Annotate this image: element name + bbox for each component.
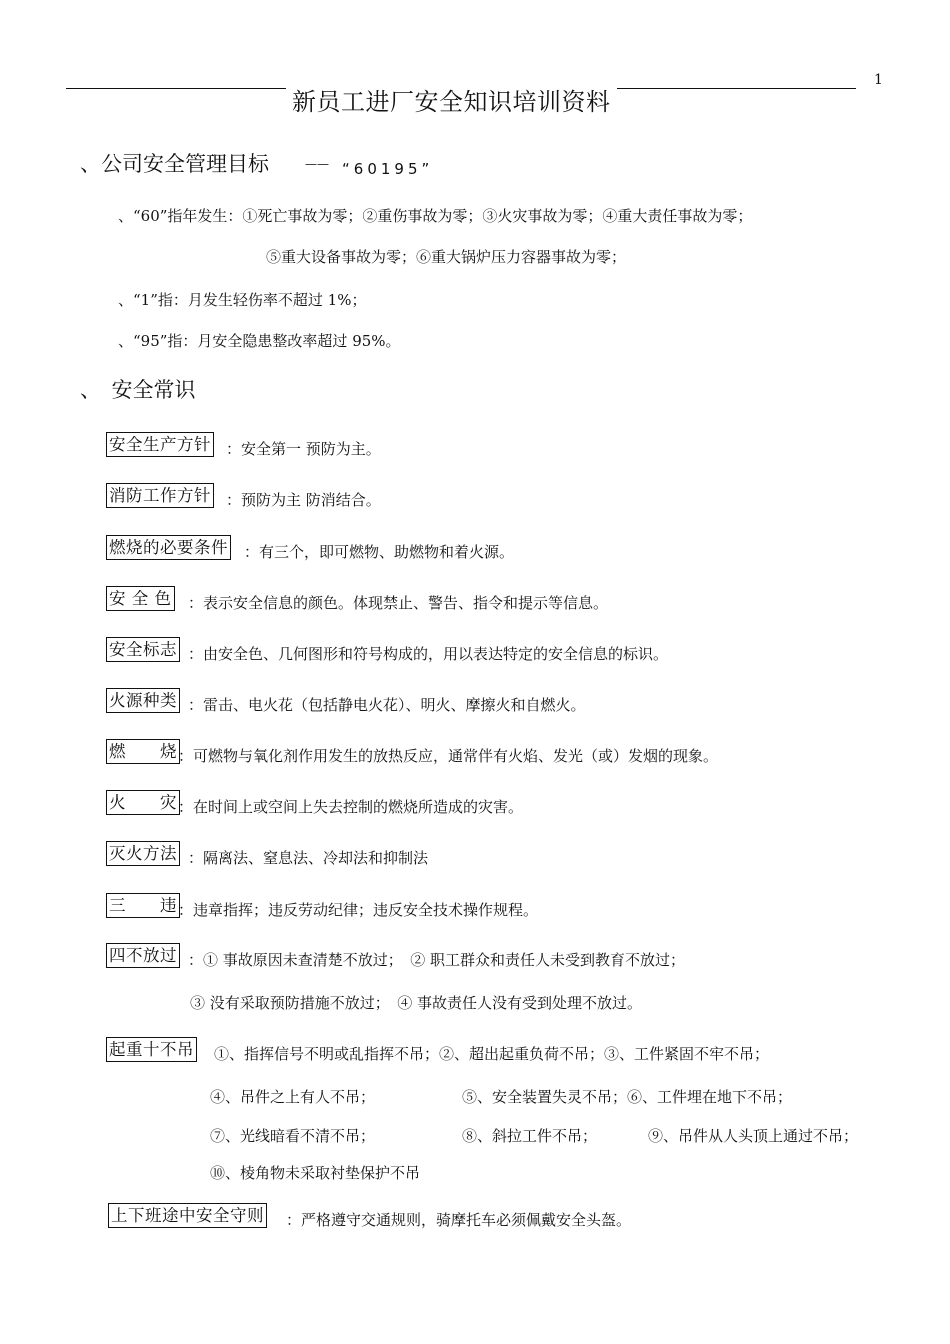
term-box: 灭火方法 bbox=[106, 841, 180, 866]
term-definition: ：预防为主 防消结合。 bbox=[226, 491, 381, 509]
lifting-rule: ④、吊件之上有人不吊； bbox=[210, 1088, 376, 1106]
term-definition: ：① 事故原因未查清楚不放过； ② 职工群众和责任人未受到教育不放过； bbox=[188, 951, 686, 969]
term-box: 四不放过 bbox=[106, 943, 180, 968]
section-1-dash: —— bbox=[305, 157, 329, 171]
term-box: 三 违 bbox=[106, 893, 180, 918]
term-definition: ：安全第一 预防为主。 bbox=[226, 440, 381, 458]
goal-item-60-cont: ⑤重大设备事故为零；⑥重大锅炉压力容器事故为零； bbox=[266, 248, 627, 266]
term-box: 火源种类 bbox=[106, 688, 180, 713]
term-box: 上下班途中安全守则 bbox=[108, 1203, 267, 1228]
goal-item-1: 、“1”指：月发生轻伤率不超过 1%； bbox=[118, 291, 367, 309]
term-box: 安全生产方针 bbox=[106, 432, 214, 457]
section-2-heading: 、 安全常识 bbox=[80, 378, 196, 402]
term-definition: ：雷击、电火花（包括静电火花）、明火、摩擦火和自燃火。 bbox=[188, 696, 586, 714]
safety-goal-code: “60195” bbox=[342, 160, 434, 178]
term-box: 安全标志 bbox=[106, 637, 180, 662]
lifting-rule: ⑤、安全装置失灵不吊；⑥、工件埋在地下不吊； bbox=[462, 1088, 793, 1106]
term-definition: ：严格遵守交通规则，骑摩托车必须佩戴安全头盔。 bbox=[286, 1211, 632, 1229]
document-title: 新员工进厂安全知识培训资料 bbox=[286, 82, 617, 117]
section-1-heading: 、公司安全管理目标 bbox=[80, 152, 269, 176]
term-box: 燃 烧 bbox=[106, 739, 180, 764]
lifting-rule: ⑧、斜拉工件不吊； bbox=[462, 1127, 598, 1145]
term-definition: ：表示安全信息的颜色。体现禁止、警告、指令和提示等信息。 bbox=[188, 594, 609, 612]
term-definition: ：违章指挥；违反劳动纪律；违反安全技术操作规程。 bbox=[178, 901, 539, 919]
term-definition-cont: ③ 没有采取预防措施不放过； ④ 事故责任人没有受到处理不放过。 bbox=[190, 994, 643, 1012]
term-definition: ：由安全色、几何图形和符号构成的，用以表达特定的安全信息的标识。 bbox=[188, 645, 669, 663]
term-box: 燃烧的必要条件 bbox=[106, 535, 231, 560]
term-definition: ：有三个，即可燃物、助燃物和着火源。 bbox=[244, 543, 515, 561]
term-definition: ：可燃物与氧化剂作用发生的放热反应，通常伴有火焰、发光（或）发烟的现象。 bbox=[178, 747, 719, 765]
lifting-rule: ⑦、光线暗看不清不吊； bbox=[210, 1127, 376, 1145]
term-box: 安 全 色 bbox=[106, 586, 175, 611]
term-definition: ：在时间上或空间上失去控制的燃烧所造成的灾害。 bbox=[178, 798, 524, 816]
goal-item-95: 、“95”指：月安全隐患整改率超过 95%。 bbox=[118, 332, 401, 350]
goal-item-60: 、“60”指年发生：①死亡事故为零；②重伤事故为零；③火灾事故为零；④重大责任事故为零； bbox=[118, 207, 753, 225]
lifting-rule: ⑨、吊件从人头顶上通过不吊； bbox=[648, 1127, 859, 1145]
term-box: 火 灾 bbox=[106, 790, 180, 815]
term-box: 起重十不吊 bbox=[106, 1037, 197, 1062]
term-definition: ①、指挥信号不明或乱指挥不吊；②、超出起重负荷不吊；③、工件紧固不牢不吊； bbox=[214, 1045, 770, 1063]
lifting-rule: ⑩、棱角物未采取衬垫保护不吊 bbox=[210, 1164, 421, 1182]
page-number: 1 bbox=[874, 72, 883, 88]
term-box: 消防工作方针 bbox=[106, 483, 214, 508]
term-definition: ：隔离法、窒息法、冷却法和抑制法 bbox=[188, 849, 429, 867]
